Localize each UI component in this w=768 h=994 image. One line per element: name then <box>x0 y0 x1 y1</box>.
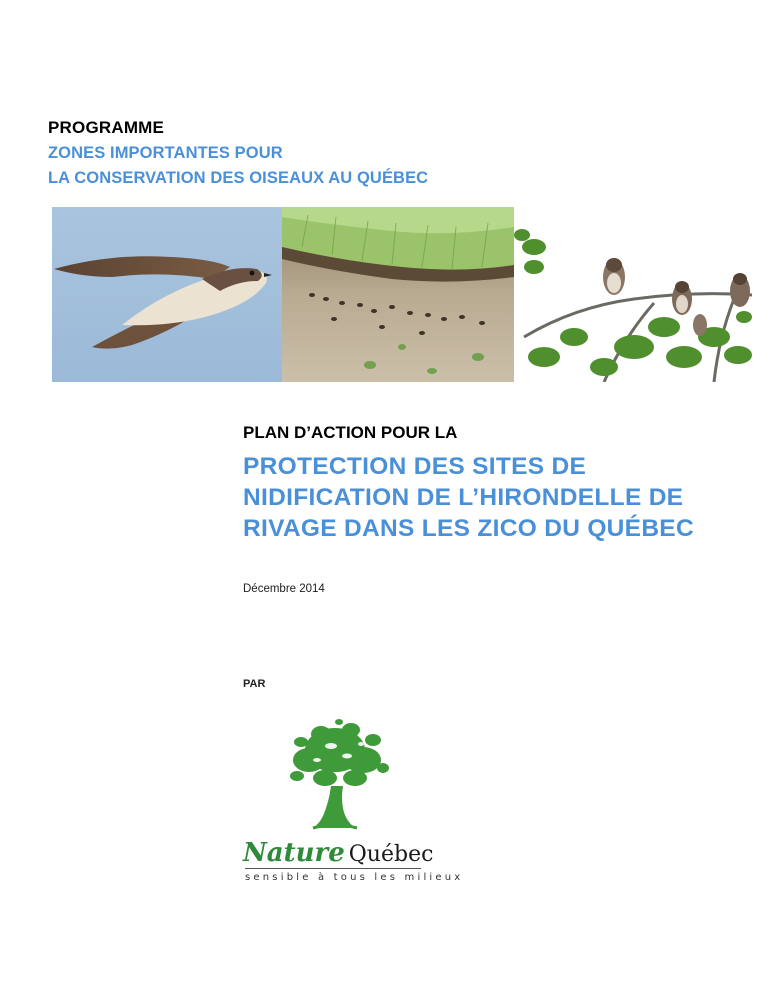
program-title-line-2: LA CONSERVATION DES OISEAUX AU QUÉBEC <box>48 169 429 187</box>
publication-date: Décembre 2014 <box>243 583 325 595</box>
logo-name-part-1: Nature <box>243 838 345 868</box>
logo-name-part-2: Québec <box>348 842 434 867</box>
program-label: PROGRAMME <box>48 118 165 137</box>
logo-divider <box>245 868 421 869</box>
plan-label: PLAN D’ACTION POUR LA <box>243 423 458 442</box>
main-title-line-1: PROTECTION DES SITES DE <box>243 453 587 480</box>
nature-quebec-logo <box>243 716 464 886</box>
by-label: PAR <box>243 678 266 690</box>
sand-bank-burrows-photo <box>282 207 514 382</box>
photo-strip <box>52 207 752 382</box>
logo-tagline: sensible à tous les milieux <box>245 872 464 883</box>
program-title-line-1: ZONES IMPORTANTES POUR <box>48 144 283 162</box>
main-title-line-3: RIVAGE DANS LES ZICO DU QUÉBEC <box>243 515 694 542</box>
swallows-perched-photo <box>514 207 752 382</box>
main-title-line-2: NIDIFICATION DE L’HIRONDELLE DE <box>243 484 684 511</box>
tree-of-species-icon <box>243 716 428 841</box>
swallow-flight-photo <box>52 207 282 382</box>
logo-wordmark <box>243 838 434 868</box>
